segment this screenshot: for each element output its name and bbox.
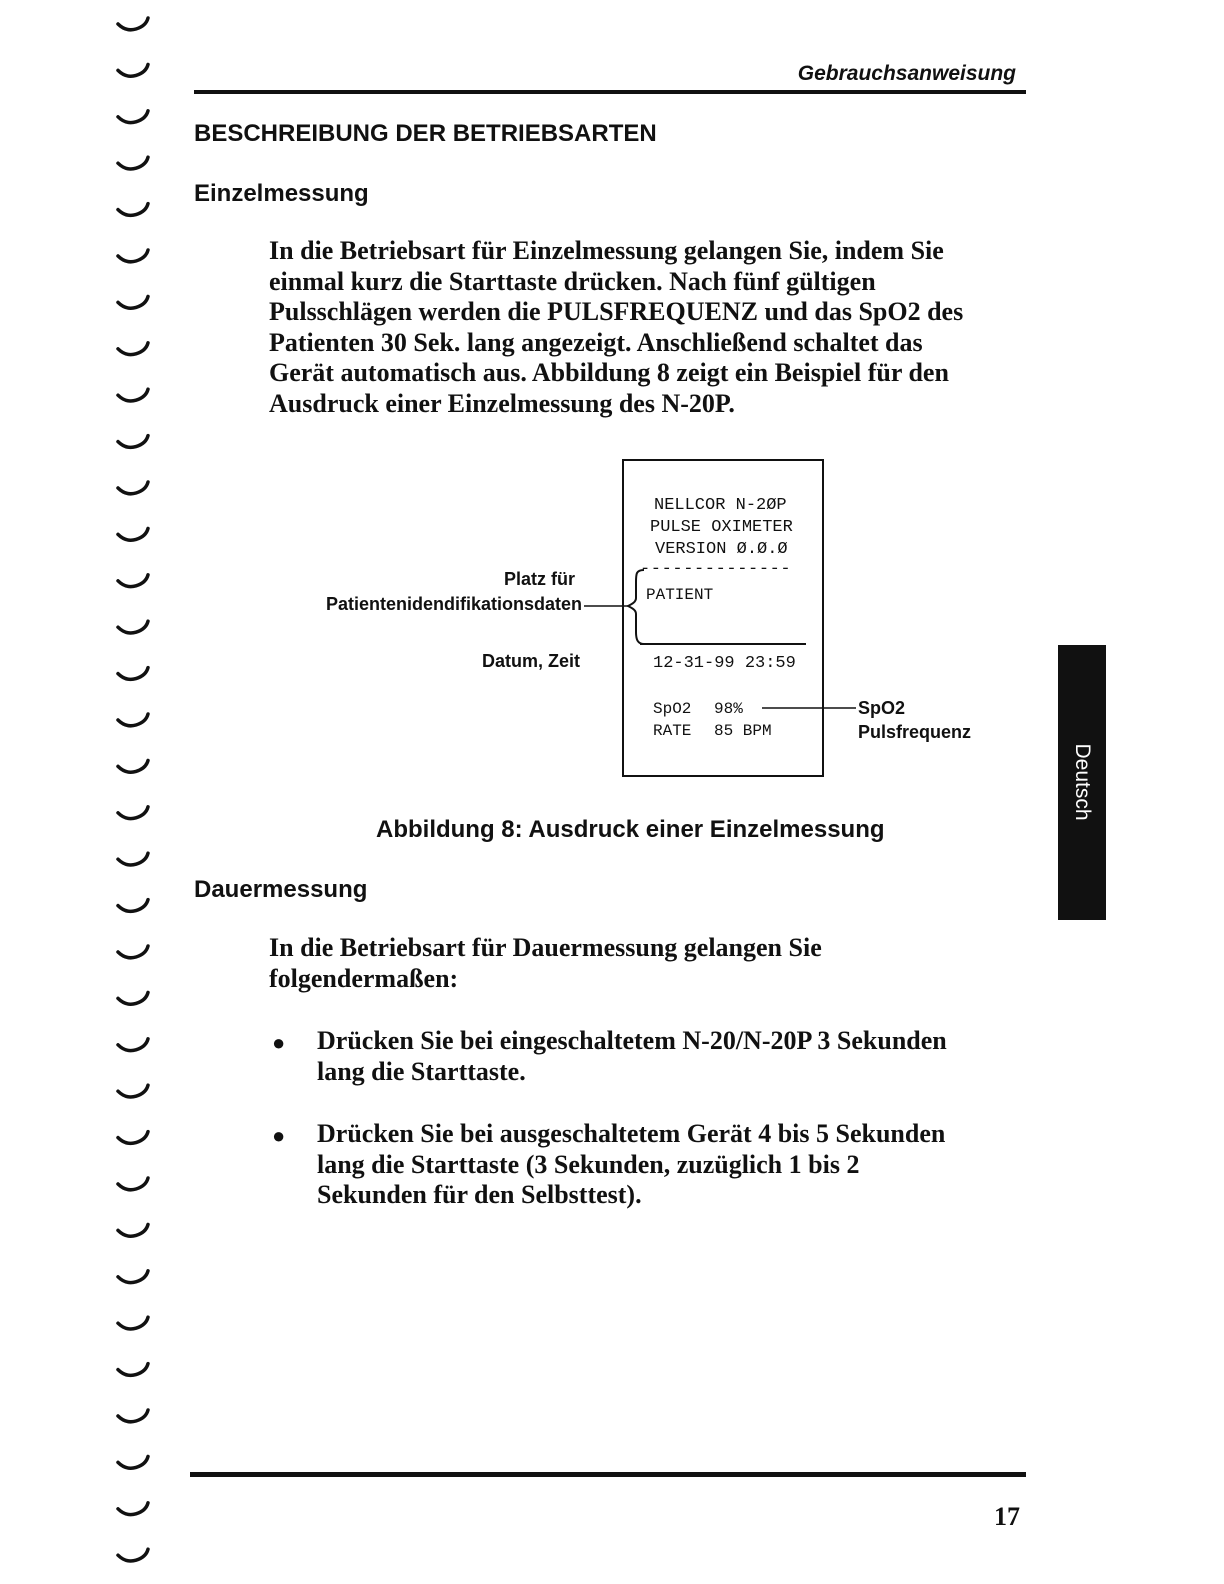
section-title: BESCHREIBUNG DER BETRIEBSARTEN — [194, 120, 657, 147]
printout-line-version: VERSION Ø.Ø.Ø — [655, 540, 788, 559]
printout-rate-value: 85 BPM — [714, 722, 772, 740]
bullet-line: lang die Starttaste. — [317, 1056, 526, 1086]
paragraph-line: In die Betriebsart für Einzelmessung gelangen Sie, indem Sie — [269, 236, 944, 265]
bullet-line: Drücken Sie bei eingeschaltetem N-20/N-20P 3 Sekunden — [317, 1026, 947, 1055]
bullet-item — [317, 1026, 947, 1087]
printout-spo2-label: SpO2 — [653, 700, 692, 718]
printout-line-model: NELLCOR N-2ØP — [654, 496, 787, 515]
callout-patient-space-2: Patientenidendifikationsdaten — [325, 594, 582, 614]
printout-rate-label: RATE — [653, 722, 692, 740]
dauermessung-intro — [269, 933, 822, 994]
running-header: Gebrauchsanweisung — [797, 62, 1016, 85]
bullet-dot: ● — [272, 1123, 286, 1148]
paragraph-line: In die Betriebsart für Dauermessung gelangen Sie — [269, 933, 822, 962]
paragraph-line: folgendermaßen: — [269, 963, 459, 993]
paragraph-line: Ausdruck einer Einzelmessung des N-20P. — [269, 388, 735, 418]
printout-dashes: -------------- — [640, 560, 792, 579]
language-tab-label: Deutsch — [1071, 743, 1094, 821]
paragraph-line: Gerät automatisch aus. Abbildung 8 zeigt ein Beispiel für den — [269, 358, 949, 387]
patient-bracket — [628, 570, 644, 644]
bullet-item — [317, 1119, 945, 1211]
page-number: 17 — [994, 1502, 1020, 1531]
printout-patient: PATIENT — [646, 586, 714, 604]
bullet-line: Sekunden für den Selbsttest). — [317, 1180, 642, 1209]
paragraph-line: Pulsschlägen werden die PULSFREQUENZ und das SpO2 des — [269, 297, 964, 326]
printout-line-product: PULSE OXIMETER — [650, 518, 793, 537]
paragraph-line: Patienten 30 Sek. lang angezeigt. Anschließend schaltet das — [269, 327, 923, 357]
dauermessung-heading: Dauermessung — [194, 876, 368, 903]
language-tab — [1058, 645, 1106, 920]
bullet-dot: ● — [272, 1030, 286, 1055]
callout-pulse-rate: Pulsfrequenz — [858, 722, 972, 742]
bullet-line: lang die Starttaste (3 Sekunden, zuzüglich 1 bis 2 — [317, 1149, 860, 1179]
einzelmessung-heading: Einzelmessung — [194, 180, 369, 207]
callout-date-time: Datum, Zeit — [481, 651, 580, 671]
callout-spo2: SpO2 — [858, 698, 906, 718]
bullet-line: Drücken Sie bei ausgeschaltetem Gerät 4 bis 5 Sekunden — [317, 1119, 946, 1148]
figure-caption: Abbildung 8: Ausdruck einer Einzelmessung — [376, 816, 885, 843]
printout-spo2-value: 98% — [714, 700, 743, 718]
footer-rule — [190, 1472, 1026, 1477]
paragraph-line: einmal kurz die Starttaste drücken. Nach fünf gültigen — [269, 266, 876, 296]
callout-patient-space-1: Platz für — [503, 569, 575, 589]
printout-datetime: 12-31-99 23:59 — [653, 654, 796, 673]
